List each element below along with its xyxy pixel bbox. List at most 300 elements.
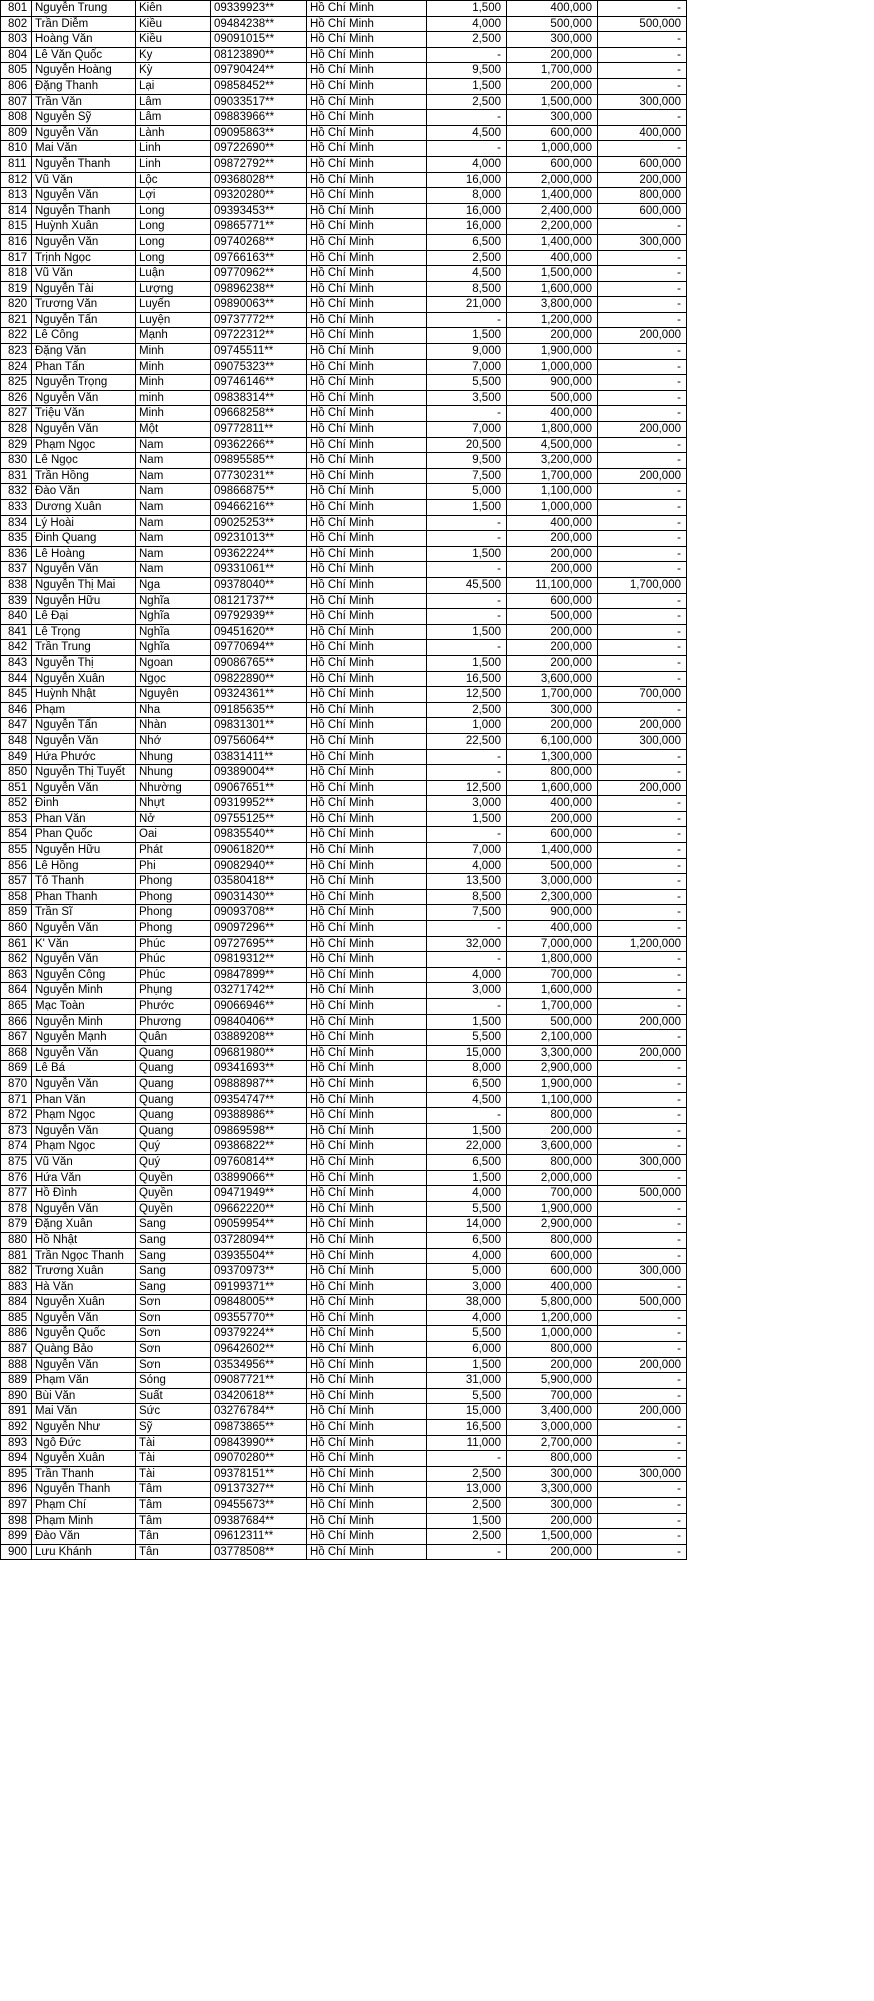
amount-3-cell: - [598, 1201, 687, 1217]
city-cell: Hồ Chí Minh [307, 577, 427, 593]
amount-1-cell: 21,000 [427, 297, 507, 313]
given-name-cell: Nhựt [136, 796, 211, 812]
amount-3-cell: 500,000 [598, 16, 687, 32]
table-body [1, 1, 687, 1560]
phone-number-cell: 03831411** [211, 749, 307, 765]
phone-number-cell: 09760814** [211, 1154, 307, 1170]
table-row [1, 422, 687, 438]
amount-3-cell: 1,700,000 [598, 577, 687, 593]
table-row [1, 437, 687, 453]
amount-1-cell: 1,500 [427, 1357, 507, 1373]
phone-number-cell: 09772811** [211, 422, 307, 438]
amount-2-cell: 300,000 [507, 1498, 598, 1514]
row-number-cell: 852 [1, 796, 32, 812]
given-name-cell: Nha [136, 702, 211, 718]
given-name-cell: Ngọc [136, 671, 211, 687]
phone-number-cell: 03420618** [211, 1388, 307, 1404]
surname-middle-cell: Đặng Văn [32, 344, 136, 360]
amount-1-cell: 1,500 [427, 1014, 507, 1030]
phone-number-cell: 09872792** [211, 156, 307, 172]
row-number-cell: 810 [1, 141, 32, 157]
row-number-cell: 859 [1, 905, 32, 921]
row-number-cell: 886 [1, 1326, 32, 1342]
phone-number-cell: 09746146** [211, 375, 307, 391]
row-number-cell: 887 [1, 1342, 32, 1358]
row-number-cell: 882 [1, 1264, 32, 1280]
amount-1-cell: 5,000 [427, 1264, 507, 1280]
table-row [1, 1279, 687, 1295]
row-number-cell: 880 [1, 1232, 32, 1248]
surname-middle-cell: Nguyễn Tài [32, 281, 136, 297]
amount-3-cell: 300,000 [598, 234, 687, 250]
table-row [1, 1014, 687, 1030]
amount-2-cell: 200,000 [507, 531, 598, 547]
table-row [1, 219, 687, 235]
phone-number-cell: 09378151** [211, 1466, 307, 1482]
city-cell: Hồ Chí Minh [307, 1373, 427, 1389]
amount-2-cell: 4,500,000 [507, 437, 598, 453]
amount-1-cell: 7,000 [427, 359, 507, 375]
amount-1-cell: 5,500 [427, 1201, 507, 1217]
surname-middle-cell: Huỳnh Xuân [32, 219, 136, 235]
amount-3-cell: - [598, 1108, 687, 1124]
city-cell: Hồ Chí Minh [307, 1061, 427, 1077]
surname-middle-cell: Huỳnh Nhật [32, 687, 136, 703]
table-row [1, 1201, 687, 1217]
table-row [1, 796, 687, 812]
amount-1-cell: 1,500 [427, 1170, 507, 1186]
amount-1-cell: 7,500 [427, 468, 507, 484]
surname-middle-cell: Lưu Khánh [32, 1544, 136, 1560]
surname-middle-cell: Nguyễn Văn [32, 733, 136, 749]
amount-3-cell: 700,000 [598, 687, 687, 703]
given-name-cell: Quý [136, 1139, 211, 1155]
city-cell: Hồ Chí Minh [307, 484, 427, 500]
city-cell: Hồ Chí Minh [307, 203, 427, 219]
amount-2-cell: 1,700,000 [507, 468, 598, 484]
amount-2-cell: 1,400,000 [507, 234, 598, 250]
city-cell: Hồ Chí Minh [307, 281, 427, 297]
phone-number-cell: 09341693** [211, 1061, 307, 1077]
given-name-cell: Suất [136, 1388, 211, 1404]
row-number-cell: 861 [1, 936, 32, 952]
row-number-cell: 836 [1, 546, 32, 562]
phone-number-cell: 09324361** [211, 687, 307, 703]
surname-middle-cell: Nguyễn Văn [32, 780, 136, 796]
amount-2-cell: 200,000 [507, 718, 598, 734]
given-name-cell: Tâm [136, 1482, 211, 1498]
given-name-cell: Nhường [136, 780, 211, 796]
amount-2-cell: 1,000,000 [507, 359, 598, 375]
amount-3-cell: - [598, 1, 687, 17]
surname-middle-cell: Dương Xuân [32, 500, 136, 516]
surname-middle-cell: Phan Tấn [32, 359, 136, 375]
city-cell: Hồ Chí Minh [307, 297, 427, 313]
amount-1-cell: 16,000 [427, 219, 507, 235]
given-name-cell: Phương [136, 1014, 211, 1030]
table-row [1, 546, 687, 562]
city-cell: Hồ Chí Minh [307, 811, 427, 827]
row-number-cell: 890 [1, 1388, 32, 1404]
city-cell: Hồ Chí Minh [307, 1466, 427, 1482]
phone-number-cell: 09087721** [211, 1373, 307, 1389]
phone-number-cell: 09066946** [211, 999, 307, 1015]
amount-2-cell: 800,000 [507, 1342, 598, 1358]
given-name-cell: Luận [136, 266, 211, 282]
table-row [1, 1232, 687, 1248]
given-name-cell: minh [136, 390, 211, 406]
given-name-cell: Sang [136, 1232, 211, 1248]
amount-3-cell: 300,000 [598, 94, 687, 110]
city-cell: Hồ Chí Minh [307, 328, 427, 344]
city-cell: Hồ Chí Minh [307, 796, 427, 812]
row-number-cell: 851 [1, 780, 32, 796]
table-row [1, 32, 687, 48]
table-row [1, 827, 687, 843]
surname-middle-cell: Nguyễn Thanh [32, 156, 136, 172]
row-number-cell: 842 [1, 640, 32, 656]
table-row [1, 1529, 687, 1545]
amount-3-cell: - [598, 1217, 687, 1233]
amount-3-cell: - [598, 110, 687, 126]
city-cell: Hồ Chí Minh [307, 156, 427, 172]
city-cell: Hồ Chí Minh [307, 422, 427, 438]
phone-number-cell: 09766163** [211, 250, 307, 266]
surname-middle-cell: Đinh Quang [32, 531, 136, 547]
amount-1-cell: 7,500 [427, 905, 507, 921]
amount-3-cell: - [598, 1529, 687, 1545]
row-number-cell: 856 [1, 858, 32, 874]
amount-2-cell: 7,000,000 [507, 936, 598, 952]
city-cell: Hồ Chí Minh [307, 1201, 427, 1217]
phone-number-cell: 09681980** [211, 1045, 307, 1061]
amount-3-cell: - [598, 1373, 687, 1389]
city-cell: Hồ Chí Minh [307, 827, 427, 843]
amount-3-cell: - [598, 1279, 687, 1295]
given-name-cell: Sang [136, 1264, 211, 1280]
amount-2-cell: 5,900,000 [507, 1373, 598, 1389]
given-name-cell: Nhung [136, 765, 211, 781]
amount-1-cell: 3,000 [427, 1279, 507, 1295]
amount-2-cell: 1,900,000 [507, 1201, 598, 1217]
given-name-cell: Tân [136, 1544, 211, 1560]
amount-3-cell: - [598, 1451, 687, 1467]
surname-middle-cell: Nguyễn Thị [32, 655, 136, 671]
amount-2-cell: 200,000 [507, 78, 598, 94]
city-cell: Hồ Chí Minh [307, 344, 427, 360]
amount-1-cell: 38,000 [427, 1295, 507, 1311]
amount-1-cell: 8,000 [427, 1061, 507, 1077]
amount-3-cell: - [598, 219, 687, 235]
amount-2-cell: 400,000 [507, 796, 598, 812]
amount-2-cell: 3,000,000 [507, 1420, 598, 1436]
city-cell: Hồ Chí Minh [307, 172, 427, 188]
table-row [1, 905, 687, 921]
surname-middle-cell: Trần Ngọc Thanh [32, 1248, 136, 1264]
surname-middle-cell: Phạm Ngọc [32, 1139, 136, 1155]
surname-middle-cell: Phạm Ngọc [32, 1108, 136, 1124]
amount-1-cell: 4,000 [427, 156, 507, 172]
row-number-cell: 847 [1, 718, 32, 734]
surname-middle-cell: Đào Văn [32, 1529, 136, 1545]
row-number-cell: 875 [1, 1154, 32, 1170]
table-row [1, 1404, 687, 1420]
phone-number-cell: 09070280** [211, 1451, 307, 1467]
amount-2-cell: 300,000 [507, 702, 598, 718]
amount-2-cell: 6,100,000 [507, 733, 598, 749]
amount-1-cell: - [427, 531, 507, 547]
city-cell: Hồ Chí Minh [307, 125, 427, 141]
surname-middle-cell: Bùi Văn [32, 1388, 136, 1404]
phone-number-cell: 09890063** [211, 297, 307, 313]
given-name-cell: Lâm [136, 94, 211, 110]
row-number-cell: 877 [1, 1186, 32, 1202]
given-name-cell: Quang [136, 1123, 211, 1139]
amount-3-cell: 800,000 [598, 188, 687, 204]
table-row [1, 203, 687, 219]
table-row [1, 765, 687, 781]
table-row [1, 250, 687, 266]
amount-1-cell: - [427, 640, 507, 656]
amount-2-cell: 200,000 [507, 1544, 598, 1560]
phone-number-cell: 03580418** [211, 874, 307, 890]
city-cell: Hồ Chí Minh [307, 936, 427, 952]
table-row [1, 811, 687, 827]
phone-number-cell: 09831301** [211, 718, 307, 734]
given-name-cell: Quang [136, 1076, 211, 1092]
given-name-cell: Sơn [136, 1357, 211, 1373]
amount-2-cell: 200,000 [507, 655, 598, 671]
phone-number-cell: 09755125** [211, 811, 307, 827]
phone-number-cell: 08123890** [211, 47, 307, 63]
phone-number-cell: 09819312** [211, 952, 307, 968]
amount-3-cell: - [598, 1544, 687, 1560]
phone-number-cell: 03778508** [211, 1544, 307, 1560]
given-name-cell: Phúc [136, 936, 211, 952]
amount-1-cell: 16,500 [427, 1420, 507, 1436]
given-name-cell: Sang [136, 1248, 211, 1264]
city-cell: Hồ Chí Minh [307, 1264, 427, 1280]
row-number-cell: 881 [1, 1248, 32, 1264]
given-name-cell: Kiên [136, 1, 211, 17]
amount-2-cell: 1,100,000 [507, 1092, 598, 1108]
phone-number-cell: 09387684** [211, 1513, 307, 1529]
given-name-cell: Long [136, 250, 211, 266]
amount-1-cell: 1,500 [427, 1123, 507, 1139]
surname-middle-cell: Nguyễn Xuân [32, 1295, 136, 1311]
city-cell: Hồ Chí Minh [307, 655, 427, 671]
given-name-cell: Tài [136, 1451, 211, 1467]
table-row [1, 1030, 687, 1046]
table-row [1, 1326, 687, 1342]
amount-3-cell: 1,200,000 [598, 936, 687, 952]
city-cell: Hồ Chí Minh [307, 1529, 427, 1545]
surname-middle-cell: Vũ Văn [32, 1154, 136, 1170]
amount-2-cell: 5,800,000 [507, 1295, 598, 1311]
table-row [1, 749, 687, 765]
surname-middle-cell: Lê Đại [32, 609, 136, 625]
amount-1-cell: - [427, 609, 507, 625]
row-number-cell: 868 [1, 1045, 32, 1061]
city-cell: Hồ Chí Minh [307, 468, 427, 484]
given-name-cell: Quang [136, 1045, 211, 1061]
amount-3-cell: 200,000 [598, 422, 687, 438]
amount-3-cell: 600,000 [598, 203, 687, 219]
surname-middle-cell: Phạm Văn [32, 1373, 136, 1389]
table-row [1, 390, 687, 406]
surname-middle-cell: Trần Thanh [32, 1466, 136, 1482]
phone-number-cell: 09662220** [211, 1201, 307, 1217]
phone-number-cell: 09075323** [211, 359, 307, 375]
given-name-cell: Tài [136, 1435, 211, 1451]
amount-1-cell: 45,500 [427, 577, 507, 593]
amount-3-cell: 200,000 [598, 328, 687, 344]
amount-3-cell: - [598, 1092, 687, 1108]
surname-middle-cell: Phan Văn [32, 811, 136, 827]
amount-2-cell: 3,600,000 [507, 671, 598, 687]
amount-1-cell: 1,000 [427, 718, 507, 734]
phone-number-cell: 03899066** [211, 1170, 307, 1186]
city-cell: Hồ Chí Minh [307, 188, 427, 204]
city-cell: Hồ Chí Minh [307, 562, 427, 578]
row-number-cell: 895 [1, 1466, 32, 1482]
phone-number-cell: 09873865** [211, 1420, 307, 1436]
amount-1-cell: 15,000 [427, 1404, 507, 1420]
amount-1-cell: 22,000 [427, 1139, 507, 1155]
table-row [1, 110, 687, 126]
amount-1-cell: 5,500 [427, 1326, 507, 1342]
table-row [1, 266, 687, 282]
amount-2-cell: 200,000 [507, 328, 598, 344]
city-cell: Hồ Chí Minh [307, 687, 427, 703]
given-name-cell: Sỹ [136, 1420, 211, 1436]
surname-middle-cell: Lý Hoài [32, 515, 136, 531]
amount-1-cell: 9,500 [427, 453, 507, 469]
table-row [1, 1248, 687, 1264]
amount-3-cell: 500,000 [598, 1295, 687, 1311]
amount-3-cell: - [598, 359, 687, 375]
city-cell: Hồ Chí Minh [307, 1, 427, 17]
amount-1-cell: 2,500 [427, 702, 507, 718]
amount-1-cell: 4,000 [427, 1186, 507, 1202]
amount-1-cell: 2,500 [427, 1529, 507, 1545]
table-row [1, 172, 687, 188]
row-number-cell: 838 [1, 577, 32, 593]
phone-number-cell: 09059954** [211, 1217, 307, 1233]
given-name-cell: Kỳ [136, 63, 211, 79]
city-cell: Hồ Chí Minh [307, 858, 427, 874]
city-cell: Hồ Chí Minh [307, 94, 427, 110]
amount-2-cell: 300,000 [507, 110, 598, 126]
table-row [1, 1139, 687, 1155]
surname-middle-cell: Vũ Văn [32, 172, 136, 188]
table-row [1, 78, 687, 94]
row-number-cell: 857 [1, 874, 32, 890]
amount-3-cell: 200,000 [598, 780, 687, 796]
amount-1-cell: - [427, 515, 507, 531]
city-cell: Hồ Chí Minh [307, 765, 427, 781]
table-row [1, 1435, 687, 1451]
amount-1-cell: 9,000 [427, 344, 507, 360]
surname-middle-cell: Trần Sĩ [32, 905, 136, 921]
given-name-cell: Nghĩa [136, 593, 211, 609]
amount-2-cell: 300,000 [507, 1466, 598, 1482]
given-name-cell: Lượng [136, 281, 211, 297]
city-cell: Hồ Chí Minh [307, 671, 427, 687]
given-name-cell: Quyền [136, 1170, 211, 1186]
table-row [1, 1388, 687, 1404]
amount-3-cell: - [598, 1342, 687, 1358]
amount-3-cell: - [598, 78, 687, 94]
amount-3-cell: - [598, 983, 687, 999]
amount-2-cell: 1,400,000 [507, 843, 598, 859]
city-cell: Hồ Chí Minh [307, 63, 427, 79]
row-number-cell: 862 [1, 952, 32, 968]
row-number-cell: 846 [1, 702, 32, 718]
amount-3-cell: - [598, 640, 687, 656]
city-cell: Hồ Chí Minh [307, 375, 427, 391]
surname-middle-cell: Nguyễn Tấn [32, 718, 136, 734]
table-row [1, 1, 687, 17]
given-name-cell: Quân [136, 1030, 211, 1046]
amount-1-cell: 12,500 [427, 780, 507, 796]
amount-3-cell: 200,000 [598, 1357, 687, 1373]
amount-2-cell: 1,000,000 [507, 141, 598, 157]
phone-number-cell: 09865771** [211, 219, 307, 235]
table-row [1, 500, 687, 516]
amount-3-cell: - [598, 749, 687, 765]
amount-2-cell: 600,000 [507, 1264, 598, 1280]
phone-number-cell: 09792939** [211, 609, 307, 625]
phone-number-cell: 08121737** [211, 593, 307, 609]
amount-2-cell: 400,000 [507, 515, 598, 531]
row-number-cell: 860 [1, 921, 32, 937]
row-number-cell: 864 [1, 983, 32, 999]
amount-3-cell: 500,000 [598, 1186, 687, 1202]
amount-3-cell: 200,000 [598, 718, 687, 734]
phone-number-cell: 09466216** [211, 500, 307, 516]
surname-middle-cell: Nguyễn Văn [32, 1357, 136, 1373]
surname-middle-cell: Đào Văn [32, 484, 136, 500]
row-number-cell: 855 [1, 843, 32, 859]
given-name-cell: Minh [136, 406, 211, 422]
given-name-cell: Tâm [136, 1513, 211, 1529]
amount-3-cell: - [598, 702, 687, 718]
row-number-cell: 891 [1, 1404, 32, 1420]
row-number-cell: 820 [1, 297, 32, 313]
row-number-cell: 803 [1, 32, 32, 48]
given-name-cell: Sơn [136, 1342, 211, 1358]
table-row [1, 1076, 687, 1092]
city-cell: Hồ Chí Minh [307, 453, 427, 469]
amount-3-cell: - [598, 141, 687, 157]
given-name-cell: Nga [136, 577, 211, 593]
row-number-cell: 879 [1, 1217, 32, 1233]
phone-number-cell: 09451620** [211, 624, 307, 640]
row-number-cell: 837 [1, 562, 32, 578]
surname-middle-cell: Vũ Văn [32, 266, 136, 282]
amount-1-cell: 12,500 [427, 687, 507, 703]
amount-2-cell: 800,000 [507, 1154, 598, 1170]
amount-2-cell: 400,000 [507, 1, 598, 17]
surname-middle-cell: Nguyễn Văn [32, 125, 136, 141]
amount-3-cell: 200,000 [598, 1045, 687, 1061]
surname-middle-cell: Nguyễn Văn [32, 234, 136, 250]
city-cell: Hồ Chí Minh [307, 1388, 427, 1404]
amount-1-cell: 5,500 [427, 1388, 507, 1404]
city-cell: Hồ Chí Minh [307, 1326, 427, 1342]
given-name-cell: Tài [136, 1466, 211, 1482]
